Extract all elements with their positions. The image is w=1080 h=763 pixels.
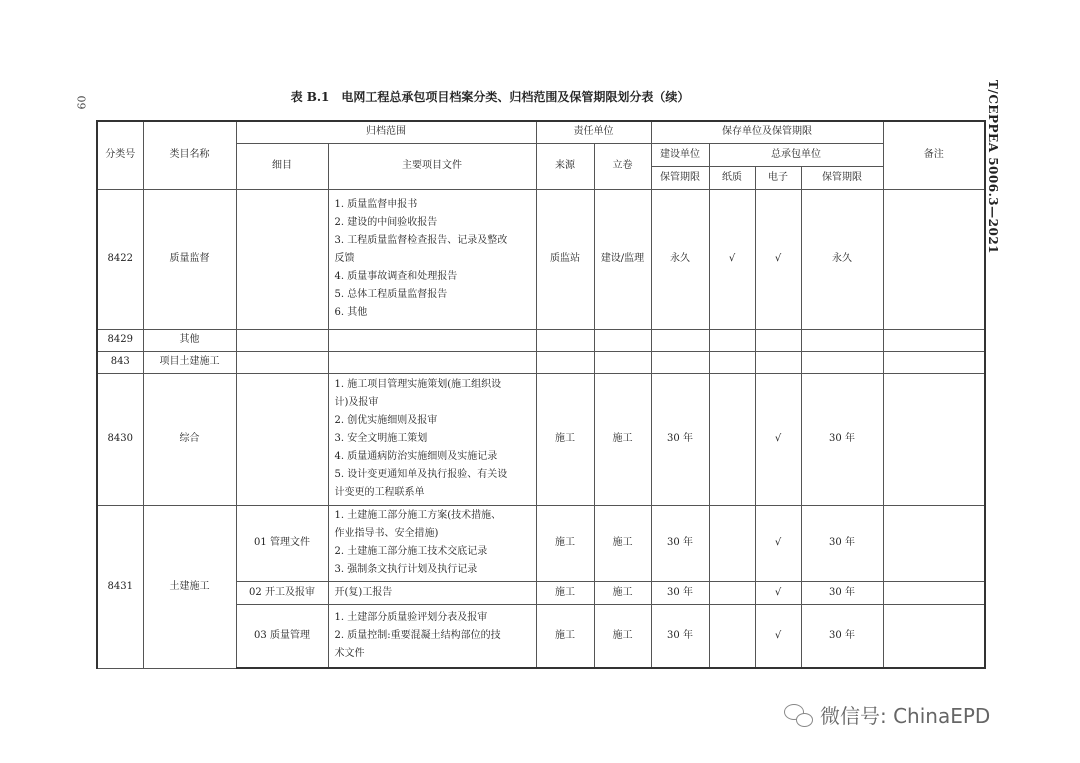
- standard-code: T/CEPPEA 5006.3—2021: [986, 80, 1000, 255]
- source-cell: 施工: [536, 604, 594, 668]
- watermark: [784, 700, 990, 729]
- period2-cell: 30 年: [801, 581, 883, 604]
- filing-cell: 施工: [594, 581, 651, 604]
- header-main-files: 主要项目文件: [328, 143, 536, 189]
- file-line: 1. 土建施工部分施工方案(技术措施、: [334, 510, 502, 521]
- header-electronic: 电子: [755, 166, 801, 189]
- remarks-cell: [883, 581, 985, 604]
- period-cell: 30 年: [651, 581, 709, 604]
- main-files-cell: [328, 581, 536, 604]
- electronic-check-cell: √: [755, 505, 801, 581]
- file-line: 6. 其他: [334, 307, 368, 318]
- file-line: 3. 安全文明施工策划: [334, 433, 428, 444]
- class-no-cell: 8422: [97, 189, 143, 329]
- remarks-cell: [883, 373, 985, 505]
- period-cell: 永久: [651, 189, 709, 329]
- file-line: 计)及报审: [334, 397, 379, 408]
- table-row: [97, 505, 985, 581]
- paper-check-cell: √: [709, 189, 755, 329]
- header-period2: 保管期限: [801, 166, 883, 189]
- file-line: 术文件: [334, 647, 365, 659]
- sub-item-cell: 02 开工及报审: [236, 581, 328, 604]
- remarks-cell: [883, 604, 985, 668]
- paper-check-cell: [709, 581, 755, 604]
- file-line: 2. 创优实施细则及报审: [334, 415, 438, 426]
- category-name-cell: 土建施工: [143, 505, 236, 668]
- header-sub-item: 细目: [236, 143, 328, 189]
- header-source: 来源: [536, 143, 594, 189]
- period-cell: 30 年: [651, 373, 709, 505]
- file-line: 计变更的工程联系单: [334, 487, 425, 498]
- sub-item-cell: [236, 189, 328, 329]
- file-line: 5. 设计变更通知单及执行报验、有关设: [334, 469, 508, 480]
- remarks-cell: [883, 189, 985, 329]
- header-paper: 纸质: [709, 166, 755, 189]
- file-line: 4. 质量事故调查和处理报告: [334, 271, 458, 282]
- filing-cell: 施工: [594, 604, 651, 668]
- source-cell: 施工: [536, 505, 594, 581]
- file-line: 作业指导书、安全措施): [334, 528, 439, 539]
- main-files-cell: [328, 373, 536, 505]
- class-no-cell: 8431: [97, 505, 143, 668]
- file-line: 1. 质量监督申报书: [334, 199, 418, 210]
- category-name-cell: 综合: [143, 373, 236, 505]
- sub-item-cell: 01 管理文件: [236, 505, 328, 581]
- file-line: 2. 土建施工部分施工技术交底记录: [334, 546, 488, 557]
- source-cell: 质监站: [536, 189, 594, 329]
- header-period: 保管期限: [651, 166, 709, 189]
- file-line: 4. 质量通病防治实施细则及实施记录: [334, 451, 498, 462]
- header-remarks: 备注: [883, 121, 985, 189]
- file-line: 2. 建设的中间验收报告: [334, 217, 438, 228]
- sub-item-cell: [236, 373, 328, 505]
- header-responsible-unit: 责任单位: [536, 121, 651, 143]
- file-line: 1. 土建部分质量验评划分表及报审: [334, 611, 488, 623]
- file-line: 反馈: [334, 253, 355, 264]
- period2-cell: 30 年: [801, 604, 883, 668]
- sub-item-cell: 03 质量管理: [236, 604, 328, 668]
- file-line: 3. 强制条文执行计划及执行记录: [334, 564, 478, 575]
- table-row: [97, 351, 985, 373]
- archive-classification-table: [96, 120, 986, 669]
- main-files-cell: [328, 505, 536, 581]
- class-no-cell: 8430: [97, 373, 143, 505]
- remarks-cell: [883, 505, 985, 581]
- header-filing: 立卷: [594, 143, 651, 189]
- electronic-check-cell: √: [755, 581, 801, 604]
- class-no-cell: 843: [97, 351, 143, 373]
- header-category-name: 类目名称: [143, 121, 236, 189]
- table-row: [97, 329, 985, 351]
- period-cell: 30 年: [651, 604, 709, 668]
- file-line: 开(复)工报告: [334, 586, 393, 598]
- category-name-cell: 其他: [143, 329, 236, 351]
- file-line: 3. 工程质量监督检查报告、记录及整改: [334, 235, 508, 246]
- electronic-check-cell: √: [755, 604, 801, 668]
- main-files-cell: [328, 189, 536, 329]
- file-line: 2. 质量控制:重要混凝土结构部位的技: [334, 629, 501, 641]
- file-line: 1. 施工项目管理实施策划(施工组织设: [334, 379, 502, 390]
- electronic-check-cell: √: [755, 189, 801, 329]
- page-number: 09: [74, 95, 88, 110]
- period2-cell: 30 年: [801, 505, 883, 581]
- table-title: 表 B.1 电网工程总承包项目档案分类、归档范围及保管期限划分表（续）: [290, 90, 690, 104]
- filing-cell: 施工: [594, 505, 651, 581]
- main-files-cell: [328, 604, 536, 668]
- period-cell: 30 年: [651, 505, 709, 581]
- file-line: 5. 总体工程质量监督报告: [334, 289, 448, 300]
- filing-cell: 建设/监理: [594, 189, 651, 329]
- header-epc-unit: 总承包单位: [709, 143, 883, 166]
- source-cell: 施工: [536, 373, 594, 505]
- table-row: [97, 189, 985, 329]
- paper-check-cell: [709, 604, 755, 668]
- category-name-cell: 项目土建施工: [143, 351, 236, 373]
- filing-cell: 施工: [594, 373, 651, 505]
- paper-check-cell: [709, 505, 755, 581]
- electronic-check-cell: √: [755, 373, 801, 505]
- header-storage-group: 保存单位及保管期限: [651, 121, 883, 143]
- table-row: [97, 373, 985, 505]
- header-archive-scope: 归档范围: [236, 121, 536, 143]
- header-construction-unit: 建设单位: [651, 143, 709, 166]
- paper-check-cell: [709, 373, 755, 505]
- watermark-text: 微信号: ChinaEPD: [820, 704, 991, 728]
- period2-cell: 30 年: [801, 373, 883, 505]
- source-cell: 施工: [536, 581, 594, 604]
- wechat-icon: [784, 702, 814, 728]
- header-class-no: 分类号: [97, 121, 143, 189]
- category-name-cell: 质量监督: [143, 189, 236, 329]
- class-no-cell: 8429: [97, 329, 143, 351]
- period2-cell: 永久: [801, 189, 883, 329]
